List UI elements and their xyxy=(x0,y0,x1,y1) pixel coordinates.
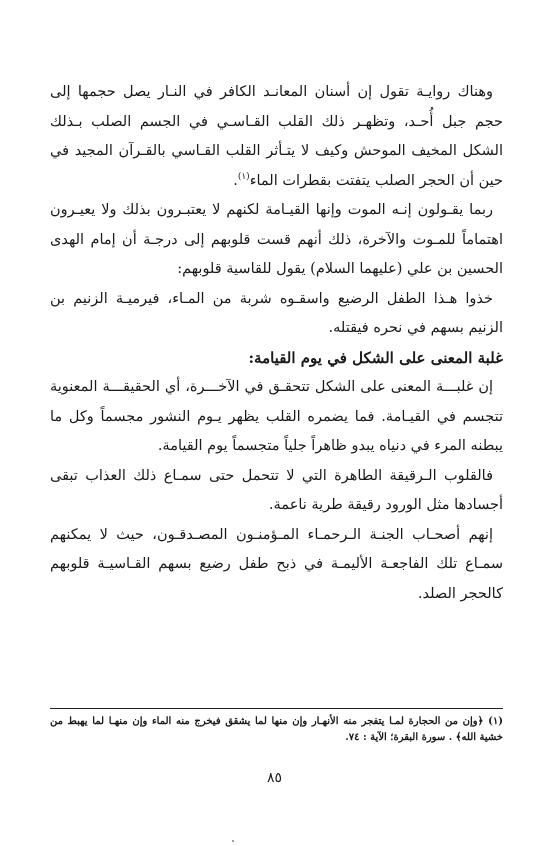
scan-speck xyxy=(232,840,234,842)
main-text xyxy=(50,78,503,609)
paragraph-4: إن غلبـــة المعنى على الشكل تتحقـق في الآخـــرة، أي الحقيقـــة المعنوية تتجسم في القيـامة. فما يضمره القلب يظهر يـوم النشور مجسماً وكل ما يبطنه المرء في دنياه يبدو ظاهراً جلياً متجسماً يوم القيامة. xyxy=(50,379,503,454)
footnote-divider xyxy=(50,708,503,709)
paragraph-1 xyxy=(50,78,503,196)
paragraph-5: فالقلوب الـرقيقة الطاهرة التي لا تتحمل حتى سمـاع ذلك العذاب تبقى أجسادها مثل الورود رقيقة طرية ناعمة. xyxy=(50,467,503,513)
paragraph-2: ربما يقـولون إنـه الموت وإنها القيـامة لكنهم لا يعتبـرون بذلك ولا يعيـرون اهتماماً للمـوت والآخرة، ذلك أنهم قست قلوبهم إلى درجـة أن إمام الهدى الحسين بن علي (عليهما السلام) يقول للقاسية قلوبهم: xyxy=(50,202,503,277)
footnote-marker: (١) xyxy=(237,171,250,182)
section-heading: غلبة المعنى على الشكل في يوم القيامة: xyxy=(248,348,503,367)
quote-paragraph: خذوا هـذا الطفل الرضيع واسقـوه شربة من المـاء، فيرميـة الزنيم بن الزنيم بسهم في نحره فيقتله. xyxy=(50,290,503,336)
page-number: ٨٥ xyxy=(266,770,283,786)
paragraph-1-end: . xyxy=(233,172,238,189)
footnote: (١) ﴿وإن من الحجارة لمـا يتفجر منه الأنهـار وإن منها لما يشقق فيخرج منه الماء وإن منهـا لما يهبط من خشية الله﴾ . سورة البقرة؛ الآية : ٧٤. xyxy=(50,716,503,743)
paragraph-1-text: وهناك روايـة تقول إن أسنان المعانـد الكافر في النـار يصل حجمها إلى حجم جبل أُحـد، وتظهـر ذلك القلب القـاسـي في الجسم الصلب بـذلك الشكل المخيف الموحش وكيف لا يتـأثر القلب القـاسي بالقـرآن المجيد في حين أن الحجر الصلب يتفتت بقطرات الماء xyxy=(50,84,503,189)
paragraph-6: إنهم أصحـاب الجنـة الـرحمـاء المـؤمنـون المصـدقـون، حيث لا يمكنهم سمـاع تلك الفاجعـة الأليمـة في ذبح طفل رضيع بسهم القـاسيـة قلوبهم كالحجر الصلد. xyxy=(50,526,503,602)
